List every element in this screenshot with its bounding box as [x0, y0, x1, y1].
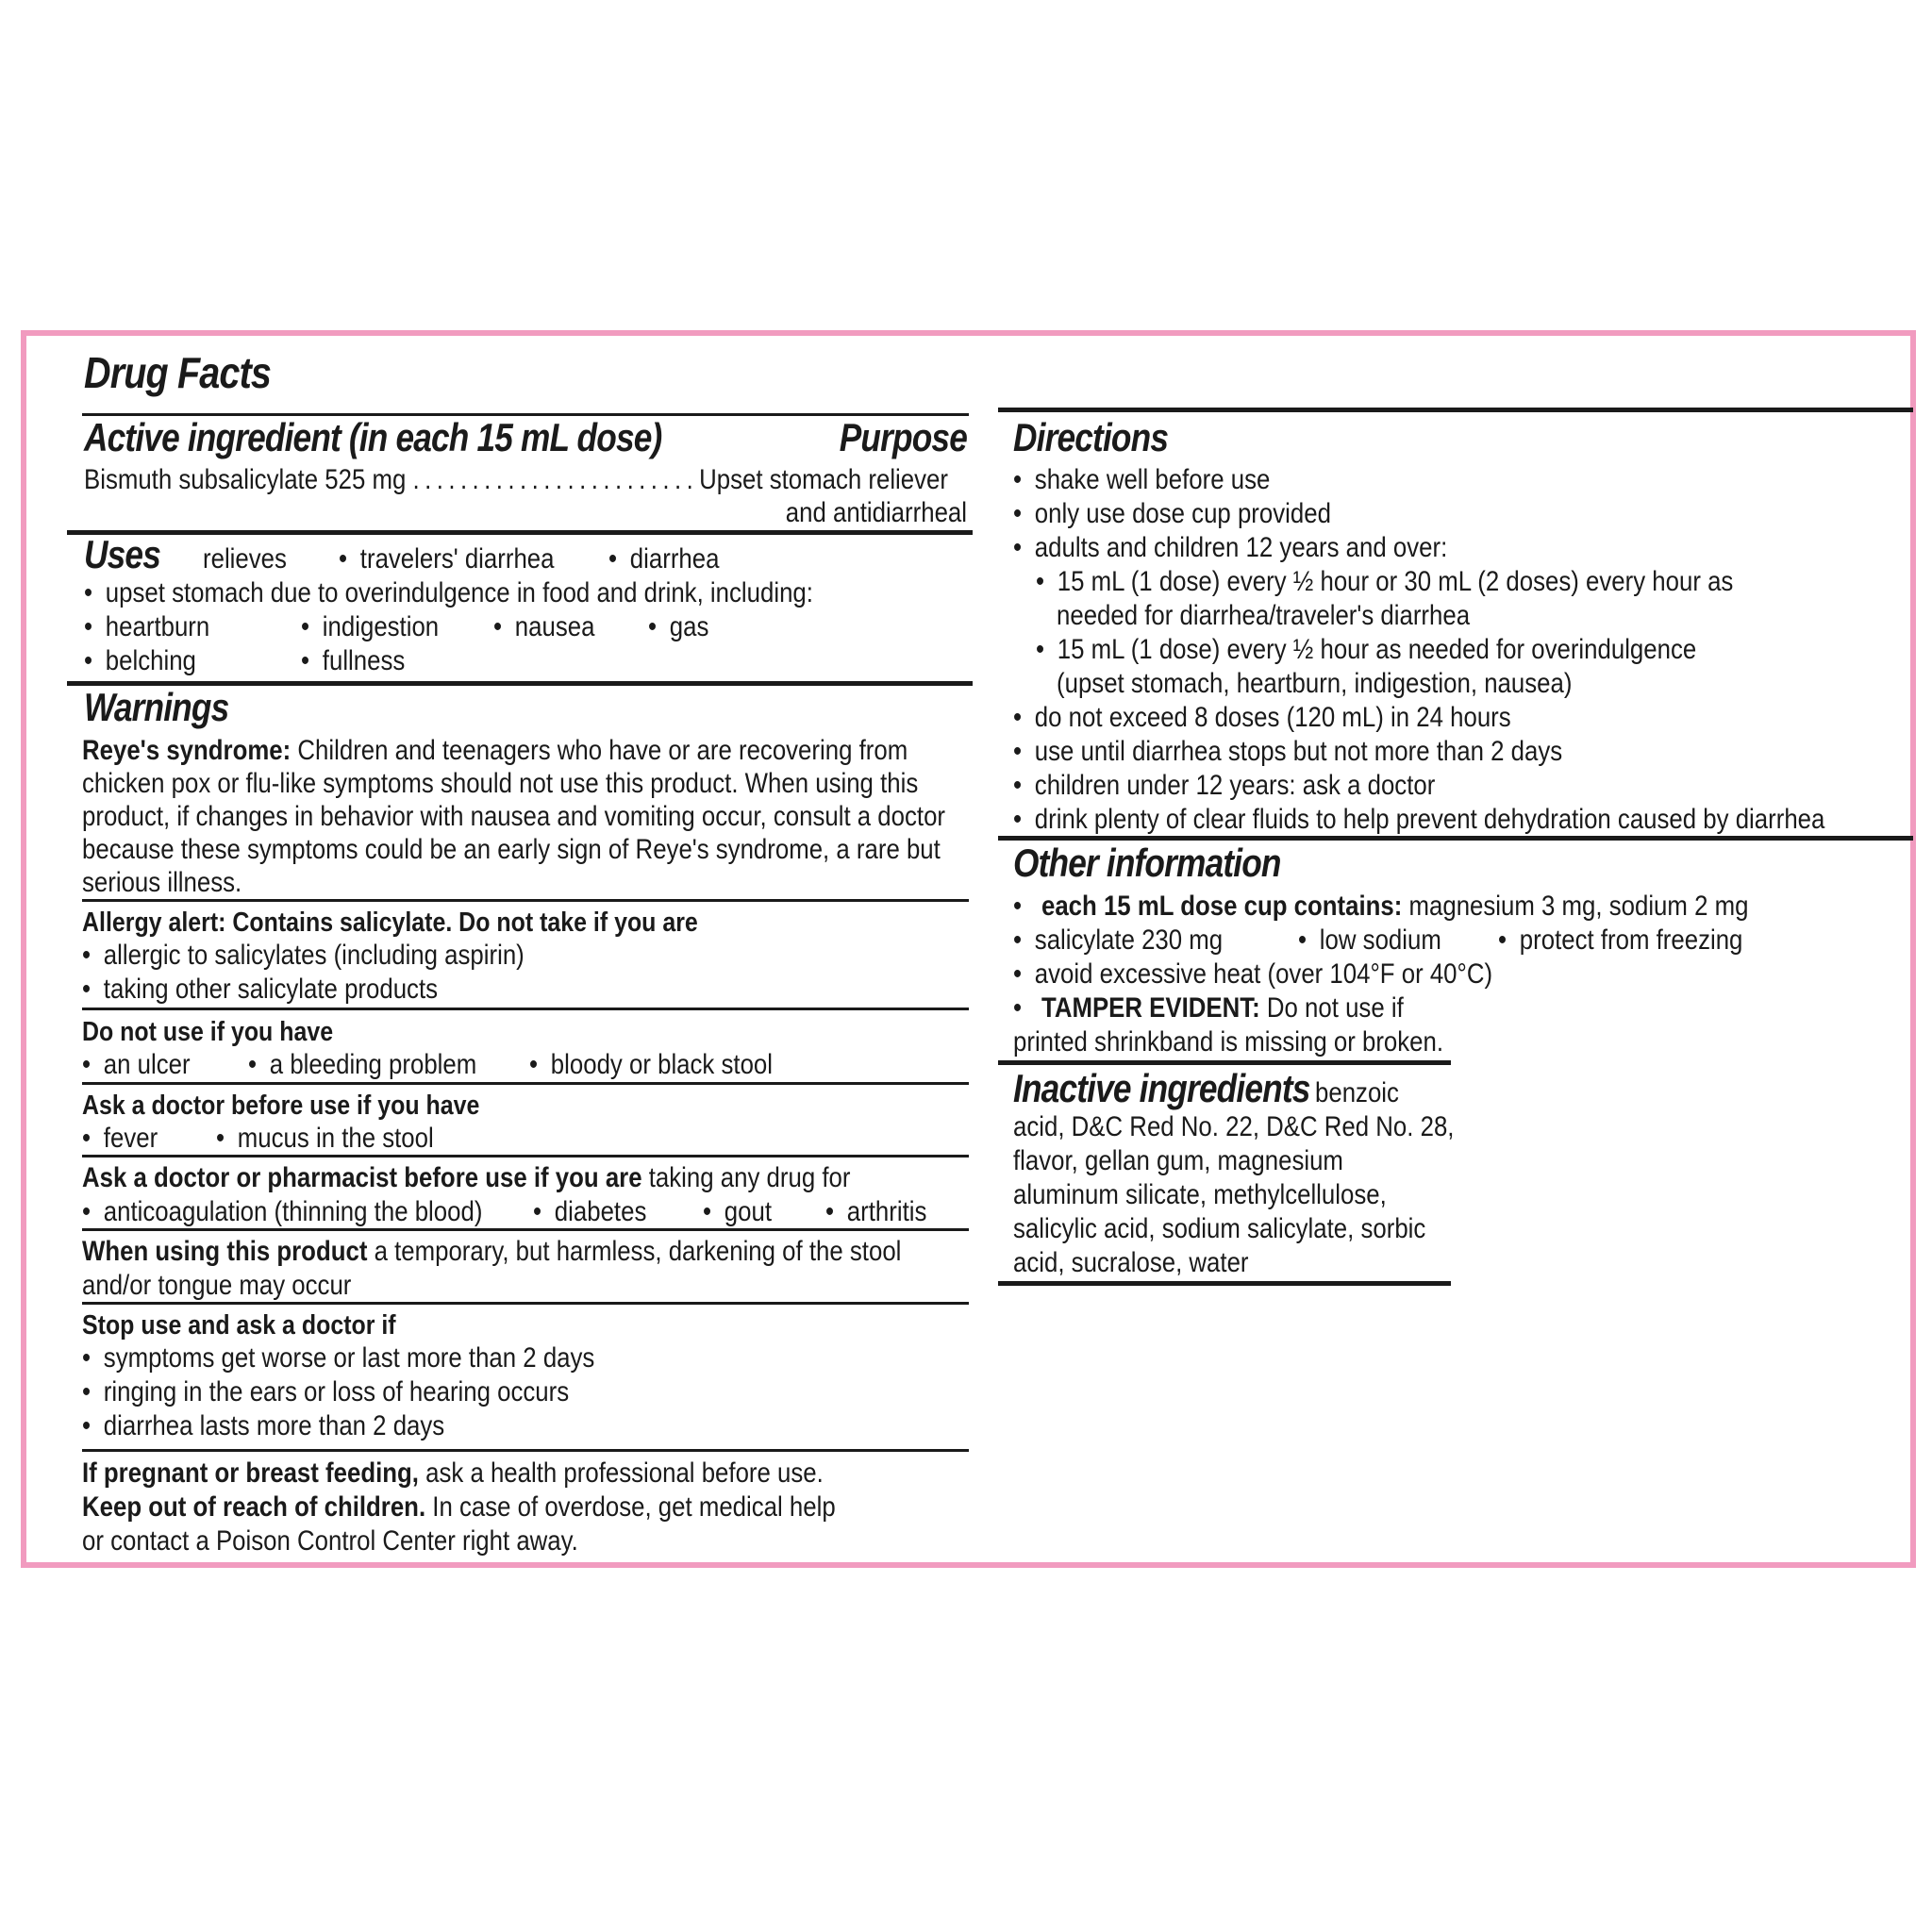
- do-not-use-item-3: • bloody or black stool: [529, 1051, 773, 1079]
- reye-line-5: serious illness.: [82, 867, 242, 898]
- divider: [998, 1281, 1451, 1286]
- purpose-text-2: and antidiarrheal: [785, 497, 967, 528]
- directions-item-4: • do not exceed 8 doses (120 mL) in 24 hours: [1013, 704, 1511, 732]
- ask-pharmacist-heading: Ask a doctor or pharmacist before use if you are: [82, 1162, 642, 1193]
- tamper-evident-label: TAMPER EVIDENT:: [1041, 992, 1260, 1024]
- leader-dots: . . . . . . . . . . . . . . . . . . . . . . . .: [412, 464, 692, 495]
- dose-cup-values: magnesium 3 mg, sodium 2 mg: [1408, 891, 1749, 922]
- directions-item-2: • only use dose cup provided: [1013, 500, 1331, 528]
- when-using-line-2: and/or tongue may occur: [82, 1270, 352, 1301]
- keep-out-tail: In case of overdose, get medical help: [432, 1491, 836, 1523]
- uses-relieves: relieves: [203, 543, 287, 575]
- reye-line-3: product, if changes in behavior with nausea and vomiting occur, consult a doctor: [82, 801, 946, 832]
- directions-sub-item-2-cont: (upset stomach, heartburn, indigestion, nausea): [1057, 668, 1573, 699]
- divider: [82, 1302, 969, 1305]
- directions-sub-item-1-cont: needed for diarrhea/traveler's diarrhea: [1057, 600, 1471, 631]
- directions-item-3: • adults and children 12 years and over:: [1013, 534, 1447, 562]
- keep-out-line-2: or contact a Poison Control Center right away.: [82, 1525, 578, 1557]
- active-ingredient: [84, 466, 948, 494]
- stop-use-item-1: • symptoms get worse or last more than 2 days: [82, 1344, 594, 1373]
- other-item-2c: • protect from freezing: [1498, 926, 1742, 955]
- when-using-text-1: a temporary, but harmless, darkening of the stool: [374, 1236, 902, 1267]
- uses-item-indigestion: • indigestion: [301, 613, 439, 641]
- reye-line-4: because these symptoms could be an early sign of Reye's syndrome, a rare but: [82, 834, 941, 865]
- when-using-heading: When using this product: [82, 1236, 368, 1267]
- directions-sub-item-1: • 15 mL (1 dose) every ½ hour or 30 mL (2 doses) every hour as: [1036, 568, 1733, 596]
- stop-use-item-2: • ringing in the ears or loss of hearing occurs: [82, 1378, 569, 1407]
- inactive-line-4: aluminum silicate, methylcellulose,: [1013, 1179, 1387, 1210]
- directions-item-5: • use until diarrhea stops but not more than 2 days: [1013, 738, 1562, 766]
- reye-line-1: [82, 737, 908, 765]
- pregnant-heading: If pregnant or breast feeding,: [82, 1457, 419, 1489]
- purpose-heading: Purpose: [839, 415, 967, 459]
- directions-heading: Directions: [1013, 415, 1169, 459]
- ask-pharmacist-item-3: • gout: [703, 1198, 772, 1226]
- inactive-line-1: benzoic: [1315, 1077, 1399, 1108]
- reye-line-2: chicken pox or flu-like symptoms should not use this product. When using this: [82, 768, 919, 799]
- do-not-use-item-2: • a bleeding problem: [248, 1051, 476, 1079]
- drug-facts-panel: [21, 330, 1916, 1568]
- do-not-use-heading: Do not use if you have: [82, 1017, 334, 1047]
- ask-doctor-item-2: • mucus in the stool: [216, 1124, 434, 1153]
- ask-pharmacist-tail: taking any drug for: [648, 1162, 851, 1193]
- keep-out-heading: Keep out of reach of children.: [82, 1491, 426, 1523]
- uses-item-upset: • upset stomach due to overindulgence in food and drink, including:: [84, 579, 813, 608]
- ask-doctor-heading: Ask a doctor before use if you have: [82, 1091, 480, 1121]
- ask-pharmacist-line: [82, 1164, 850, 1192]
- ask-pharmacist-item-4: • arthritis: [825, 1198, 926, 1226]
- stop-use-heading: Stop use and ask a doctor if: [82, 1310, 396, 1341]
- uses-item-diarrhea: • diarrhea: [608, 545, 719, 574]
- pregnant-line: [82, 1459, 824, 1488]
- divider: [998, 408, 1913, 412]
- warnings-heading: Warnings: [84, 685, 229, 729]
- allergy-item-1: • allergic to salicylates (including aspirin): [82, 941, 525, 970]
- inactive-ingredients-heading: Inactive ingredients: [1013, 1066, 1310, 1110]
- ingredient-name: Bismuth subsalicylate 525 mg: [84, 464, 407, 495]
- drug-facts-title: Drug Facts: [84, 348, 272, 397]
- divider: [82, 899, 969, 902]
- uses-item-fullness: • fullness: [301, 647, 405, 675]
- dose-cup-label: each 15 mL dose cup contains:: [1041, 891, 1403, 922]
- allergy-item-2: • taking other salicylate products: [82, 975, 438, 1004]
- uses-heading: Uses: [84, 532, 160, 576]
- other-item-4-cont: printed shrinkband is missing or broken.: [1013, 1026, 1444, 1058]
- stop-use-item-3: • diarrhea lasts more than 2 days: [82, 1412, 444, 1441]
- ask-pharmacist-item-2: • diabetes: [533, 1198, 646, 1226]
- inactive-line-5: salicylic acid, sodium salicylate, sorbic: [1013, 1213, 1426, 1244]
- active-ingredient-heading: Active ingredient (in each 15 mL dose): [84, 415, 662, 459]
- reye-text-1: Children and teenagers who have or are recovering from: [297, 735, 908, 766]
- pregnant-tail: ask a health professional before use.: [425, 1457, 824, 1489]
- purpose-text-1: Upset stomach reliever: [699, 464, 948, 495]
- keep-out-line-1: [82, 1493, 836, 1522]
- other-item-1: [1013, 892, 1748, 921]
- do-not-use-item-1: • an ulcer: [82, 1051, 191, 1079]
- tamper-evident-text: Do not use if: [1266, 992, 1404, 1024]
- divider: [82, 1008, 969, 1010]
- directions-sub-item-2: • 15 mL (1 dose) every ½ hour as needed for overindulgence: [1036, 636, 1696, 664]
- directions-item-1: • shake well before use: [1013, 466, 1270, 494]
- uses-item-heartburn: • heartburn: [84, 613, 209, 641]
- divider: [82, 1155, 969, 1158]
- inactive-line-3: flavor, gellan gum, magnesium: [1013, 1145, 1343, 1176]
- other-item-2b: • low sodium: [1298, 926, 1441, 955]
- allergy-heading: Allergy alert: Contains salicylate. Do not take if you are: [82, 908, 698, 938]
- inactive-line-2: acid, D&C Red No. 22, D&C Red No. 28,: [1013, 1111, 1455, 1142]
- divider: [82, 1228, 969, 1231]
- other-item-2a: • salicylate 230 mg: [1013, 926, 1223, 955]
- ask-doctor-item-1: • fever: [82, 1124, 158, 1153]
- uses-item-belching: • belching: [84, 647, 196, 675]
- other-item-3: • avoid excessive heat (over 104°F or 40°C): [1013, 960, 1492, 989]
- directions-item-6: • children under 12 years: ask a doctor: [1013, 772, 1435, 800]
- reye-label: Reye's syndrome:: [82, 735, 291, 766]
- inactive-line-6: acid, sucralose, water: [1013, 1247, 1249, 1278]
- directions-item-7: • drink plenty of clear fluids to help prevent dehydration caused by diarrhea: [1013, 806, 1824, 834]
- divider: [82, 1449, 969, 1452]
- uses-item-gas: • gas: [648, 613, 708, 641]
- uses-item-nausea: • nausea: [493, 613, 594, 641]
- uses-item-travelers: • travelers' diarrhea: [339, 545, 554, 574]
- divider: [82, 1082, 969, 1085]
- divider: [67, 530, 973, 535]
- divider: [998, 1060, 1451, 1065]
- other-item-4: [1013, 994, 1404, 1023]
- other-information-heading: Other information: [1013, 841, 1281, 885]
- ask-pharmacist-item-1: • anticoagulation (thinning the blood): [82, 1198, 482, 1226]
- when-using-line-1: [82, 1238, 901, 1266]
